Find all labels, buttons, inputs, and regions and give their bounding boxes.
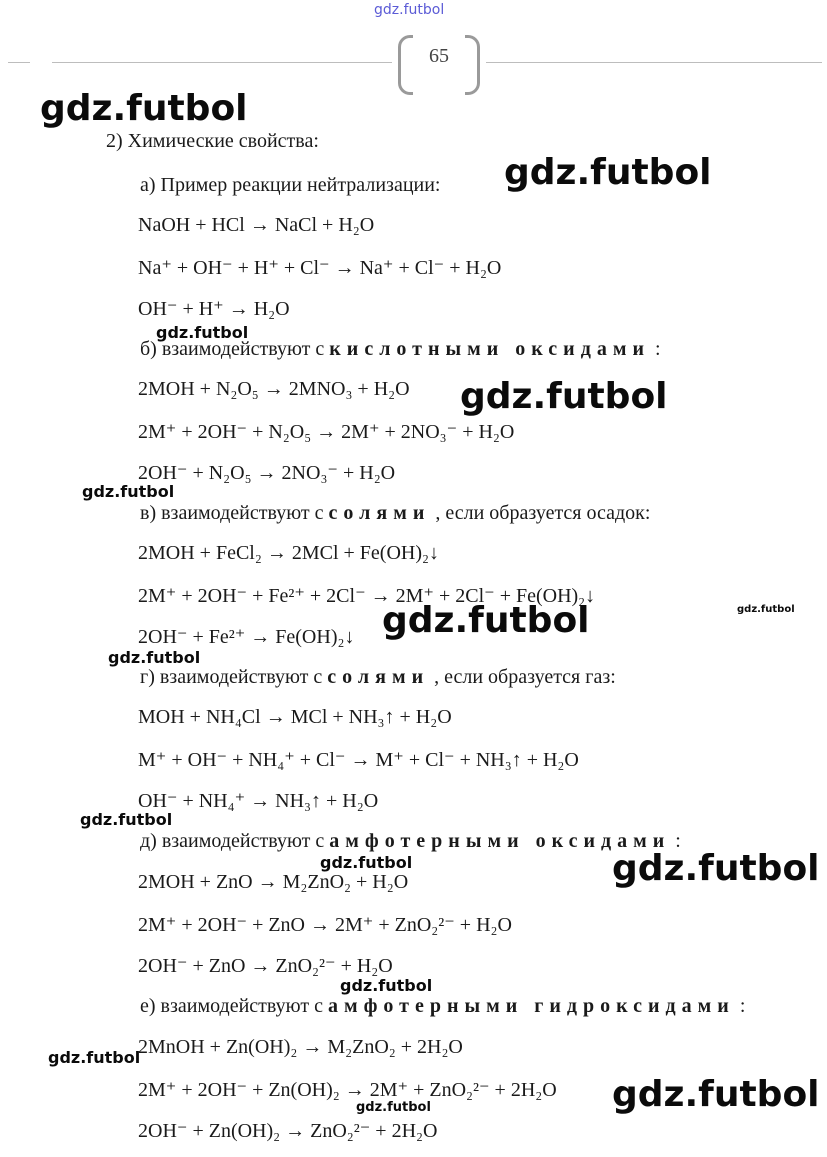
- watermark: gdz.futbol: [737, 604, 795, 615]
- watermark: gdz.futbol: [504, 152, 712, 193]
- v-label: [140, 502, 650, 525]
- watermark: gdz.futbol: [108, 648, 201, 667]
- e-label: [140, 995, 745, 1018]
- g-eq1: MOH + NH₄Cl → MCl + NH₃↑ + H₂O: [138, 706, 452, 728]
- a-label: а) Пример реакции нейтрализации:: [140, 174, 441, 196]
- d-label-suffix: :: [670, 830, 681, 852]
- d-eq2: 2M⁺ + 2OH⁻ + ZnO → 2M⁺ + ZnO₂²⁻ + H₂O: [138, 914, 512, 936]
- section-title: 2) Химические свойства:: [106, 130, 319, 152]
- a-eq1: NaOH + HCl → NaCl + H₂O: [138, 214, 375, 236]
- header-watermark: gdz.futbol: [374, 2, 445, 18]
- watermark: gdz.futbol: [460, 376, 668, 417]
- e-label-emph: амфотерными гидроксидами: [327, 995, 735, 1017]
- e-eq2: 2M⁺ + 2OH⁻ + Zn(OH)₂ → 2M⁺ + ZnO₂²⁻ + 2H₂O: [138, 1079, 557, 1101]
- g-label-suffix: , если образуется газ:: [429, 666, 616, 688]
- b-label-emph: кислотными оксидами: [329, 338, 650, 360]
- e-label-suffix: :: [734, 995, 746, 1017]
- g-label-emph: солями: [327, 666, 430, 688]
- a-eq2: Na⁺ + OH⁻ + H⁺ + Cl⁻ → Na⁺ + Cl⁻ + H₂O: [138, 257, 502, 279]
- g-eq3: OH⁻ + NH₄⁺ → NH₃↑ + H₂O: [138, 790, 379, 812]
- b-eq2: 2M⁺ + 2OH⁻ + N₂O₅ → 2M⁺ + 2NO₃⁻ + H₂O: [138, 421, 515, 443]
- b-label-prefix: б) взаимодействуют с: [140, 338, 330, 360]
- g-eq2: M⁺ + OH⁻ + NH₄⁺ + Cl⁻ → M⁺ + Cl⁻ + NH₃↑ + H₂O: [138, 749, 579, 771]
- d-label: [140, 830, 681, 853]
- header-rule-left: [52, 62, 392, 63]
- watermark: gdz.futbol: [82, 482, 175, 501]
- v-eq1: 2MOH + FeCl₂ → 2MCl + Fe(OH)₂↓: [138, 542, 439, 564]
- v-eq3: 2OH⁻ + Fe²⁺ → Fe(OH)₂↓: [138, 626, 355, 648]
- watermark: gdz.futbol: [320, 853, 413, 872]
- b-label-suffix: :: [649, 338, 661, 360]
- watermark: gdz.futbol: [356, 1100, 431, 1115]
- v-eq2: 2M⁺ + 2OH⁻ + Fe²⁺ + 2Cl⁻ → 2M⁺ + 2Cl⁻ + Fe(OH)₂↓: [138, 585, 596, 607]
- g-label-prefix: г) взаимодействуют с: [140, 666, 328, 688]
- a-eq3: OH⁻ + H⁺ → H₂O: [138, 298, 290, 320]
- watermark: gdz.futbol: [48, 1048, 141, 1067]
- b-eq3: 2OH⁻ + N₂O₅ → 2NO₃⁻ + H₂O: [138, 462, 396, 484]
- watermark: gdz.futbol: [382, 600, 590, 641]
- d-label-emph: амфотерными оксидами: [329, 830, 671, 852]
- watermark: gdz.futbol: [612, 848, 820, 889]
- header-rule-left-short: [8, 62, 30, 63]
- v-label-suffix: , если образуется осадок:: [430, 502, 651, 524]
- watermark: gdz.futbol: [80, 810, 173, 829]
- header-rule-right: [486, 62, 822, 63]
- d-eq3: 2OH⁻ + ZnO → ZnO₂²⁻ + H₂O: [138, 955, 393, 977]
- d-label-prefix: д) взаимодействуют с: [140, 830, 330, 852]
- d-eq1: 2MOH + ZnO → M₂ZnO₂ + H₂O: [138, 871, 409, 893]
- e-label-prefix: е) взаимодействуют с: [140, 995, 328, 1017]
- g-label: [140, 666, 616, 689]
- e-eq3: 2OH⁻ + Zn(OH)₂ → ZnO₂²⁻ + 2H₂O: [138, 1120, 438, 1142]
- page-number-box: [398, 35, 480, 89]
- b-eq1: 2MOH + N₂O₅ → 2MNO₃ + H₂O: [138, 378, 410, 400]
- watermark: gdz.futbol: [340, 976, 433, 995]
- e-eq1: 2MnOH + Zn(OH)₂ → M₂ZnO₂ + 2H₂O: [138, 1036, 463, 1058]
- v-label-prefix: в) взаимодействуют с: [140, 502, 329, 524]
- v-label-emph: солями: [328, 502, 431, 524]
- watermark: gdz.futbol: [40, 88, 248, 129]
- watermark: gdz.futbol: [612, 1074, 820, 1115]
- page-number: 65: [429, 45, 449, 67]
- watermark: gdz.futbol: [156, 323, 249, 342]
